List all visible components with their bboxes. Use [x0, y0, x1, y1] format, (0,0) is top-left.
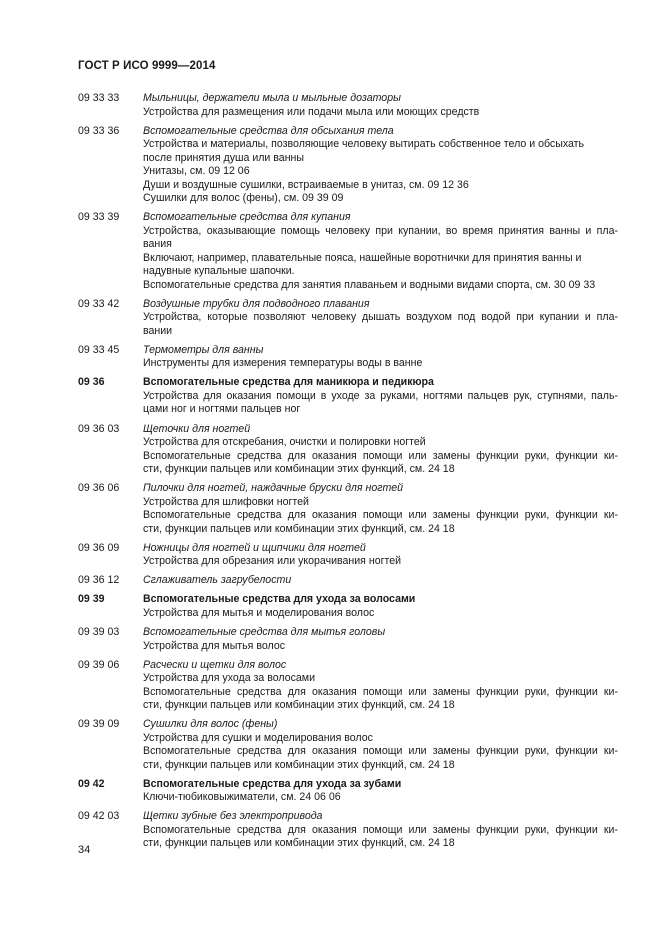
entry-body: [143, 593, 618, 620]
classification-entry: [78, 718, 618, 772]
entry-description-line: Вспомогательные средства для занятия плаваньем и водными видами спорта, см. 30 09 33: [143, 278, 596, 291]
entry-description-line: Сушилки для волос (фены), см. 09 39 09: [143, 192, 344, 205]
entry-body: [143, 482, 618, 536]
entry-description-line: Устройства для оказания помощи в уходе за руками, ногтями пальцев рук, ступнями, паль-: [143, 389, 618, 402]
entry-title: Мыльницы, держатели мыла и мыльные дозаторы: [143, 92, 401, 104]
entry-description-line: Включают, например, плавательные пояса, нашейные воротнички для принятия ванны и: [143, 251, 582, 264]
entry-code: 09 39 03: [78, 626, 120, 639]
classification-entry: [78, 626, 618, 653]
entry-description-line: Устройства для ухода за волосами: [143, 672, 315, 685]
page-number: 34: [78, 844, 91, 856]
entry-description-line: Вспомогательные средства для оказания помощи или замены функции руки, функции ки-: [143, 449, 618, 462]
entry-title: Расчески и щетки для волос: [143, 658, 287, 671]
entry-title: Вспомогательные средства для мытья головы: [143, 626, 386, 639]
entry-title: Щеточки для ногтей: [143, 422, 251, 435]
entry-body: [143, 211, 618, 292]
entry-code: 09 33 45: [78, 343, 120, 356]
entry-description-line: Устройства для мытья и моделирования волос: [143, 606, 375, 619]
entry-description-line: Устройства для шлифовки ногтей: [143, 495, 309, 508]
entry-description-line: Устройства, оказывающие помощь человеку при купании, во время принятия ванны и пла-: [143, 224, 618, 237]
entry-description-line: вании: [143, 324, 173, 337]
entry-code: 09 39: [78, 593, 105, 606]
entry-code: 09 42: [78, 777, 105, 790]
entry-title: Ножницы для ногтей и щипчики для ногтей: [143, 541, 366, 554]
entry-body: [143, 542, 618, 569]
entry-code: 09 39 06: [78, 658, 120, 671]
entry-description-line: Устройства для обрезания или укорачивания ногтей: [143, 555, 401, 568]
classification-entry: [78, 298, 618, 339]
classification-entry: [78, 125, 618, 206]
classification-entry: [78, 659, 618, 713]
entry-code: 09 36 12: [78, 574, 120, 587]
entry-code: 09 36 06: [78, 482, 120, 495]
entry-body: [143, 376, 618, 417]
classification-entry: [78, 778, 618, 805]
entry-description-line: сти, функции пальцев или комбинации этих функций, см. 24 18: [143, 758, 455, 771]
entry-description-line: Устройства для размещения или подачи мыла или моющих средств: [143, 105, 480, 118]
entry-description-line: Ключи-тюбиковыжиматели, см. 24 06 06: [143, 791, 341, 804]
entry-description-line: вания: [143, 238, 172, 251]
entry-title: Вспомогательные средства для ухода за зубами: [143, 777, 402, 790]
entry-body: [143, 125, 618, 206]
entry-body: [143, 718, 618, 772]
entry-description-line: Устройства для мытья волос: [143, 639, 286, 652]
entry-description-line: Души и воздушные сушилки, встраиваемые в унитаз, см. 09 12 36: [143, 178, 469, 191]
entry-description-line: цами ног и ногтями пальцев ног: [143, 403, 301, 416]
entry-body: [143, 659, 618, 713]
entry-description-line: сти, функции пальцев или комбинации этих функций, см. 24 18: [143, 522, 455, 535]
entry-code: 09 33 39: [78, 211, 120, 224]
entry-title: Вспомогательные средства для ухода за волосами: [143, 593, 416, 606]
entry-code: 09 42 03: [78, 810, 120, 823]
entry-body: [143, 92, 618, 119]
entry-description-line: надувные купальные шапочки.: [143, 265, 295, 278]
entry-code: 09 33 36: [78, 124, 120, 137]
entry-code: 09 36 09: [78, 541, 120, 554]
entry-description-line: сти, функции пальцев или комбинации этих функций, см. 24 18: [143, 699, 455, 712]
entry-body: [143, 423, 618, 477]
classification-entry: [78, 542, 618, 569]
entry-description-line: Устройства для сушки и моделирования волос: [143, 731, 373, 744]
entry-code: 09 39 09: [78, 718, 120, 731]
entry-title: Термометры для ванны: [143, 343, 264, 356]
entry-description-line: Инструменты для измерения температуры воды в ванне: [143, 357, 423, 370]
classification-entry: [78, 423, 618, 477]
classification-entry: [78, 574, 618, 588]
entry-description-line: Вспомогательные средства для оказания помощи или замены функции руки, функции ки-: [143, 685, 618, 698]
entry-description-line: Вспомогательные средства для оказания помощи или замены функции руки, функции ки-: [143, 745, 618, 758]
entry-title: Пилочки для ногтей, наждачные бруски для ногтей: [143, 482, 404, 495]
entry-description-line: после принятия душа или ванны: [143, 151, 305, 164]
classification-entry: [78, 211, 618, 292]
entry-code: 09 33 33: [78, 92, 120, 104]
entry-code: 09 36: [78, 376, 105, 389]
entry-body: [143, 298, 618, 339]
entry-description-line: Вспомогательные средства для оказания помощи или замены функции руки, функции ки-: [143, 509, 618, 522]
entry-title: Вспомогательные средства для купания: [143, 211, 351, 224]
entry-body: [143, 626, 618, 653]
classification-entry: [78, 376, 618, 417]
page-header: ГОСТ Р ИСО 9999—2014: [78, 60, 216, 72]
classification-entry: [78, 593, 618, 620]
entry-body: [143, 810, 618, 851]
classification-entry: [78, 482, 618, 536]
entry-body: [143, 574, 618, 588]
entry-description-line: Устройства, которые позволяют человеку дышать воздухом под водой при купании и пла-: [143, 311, 618, 324]
entry-description-line: Унитазы, см. 09 12 06: [143, 165, 250, 178]
entry-code: 09 33 42: [78, 297, 120, 310]
classification-entry: [78, 344, 618, 371]
entry-description-line: сти, функции пальцев или комбинации этих функций, см. 24 18: [143, 463, 455, 476]
entry-body: [143, 344, 618, 371]
entry-title: Вспомогательные средства для обсыхания тела: [143, 124, 394, 137]
entry-description-line: Устройства и материалы, позволяющие человеку вытирать собственное тело и обсыхать: [143, 138, 585, 151]
classification-entry: [78, 92, 618, 119]
entry-description-line: Вспомогательные средства для оказания помощи или замены функции руки, функции ки-: [143, 823, 618, 836]
entry-title: Сушилки для волос (фены): [143, 718, 278, 731]
entry-title: Вспомогательные средства для маникюра и педикюра: [143, 376, 434, 389]
classification-list: [78, 92, 618, 857]
entry-title: Щетки зубные без электропривода: [143, 810, 323, 823]
entry-description-line: Устройства для отскребания, очистки и полировки ногтей: [143, 436, 426, 449]
entry-code: 09 36 03: [78, 422, 120, 435]
entry-title: Сглаживатель загрубелости: [143, 574, 292, 587]
entry-body: [143, 778, 618, 805]
classification-entry: [78, 810, 618, 851]
entry-description-line: сти, функции пальцев или комбинации этих функций, см. 24 18: [143, 837, 455, 850]
entry-title: Воздушные трубки для подводного плавания: [143, 297, 370, 310]
